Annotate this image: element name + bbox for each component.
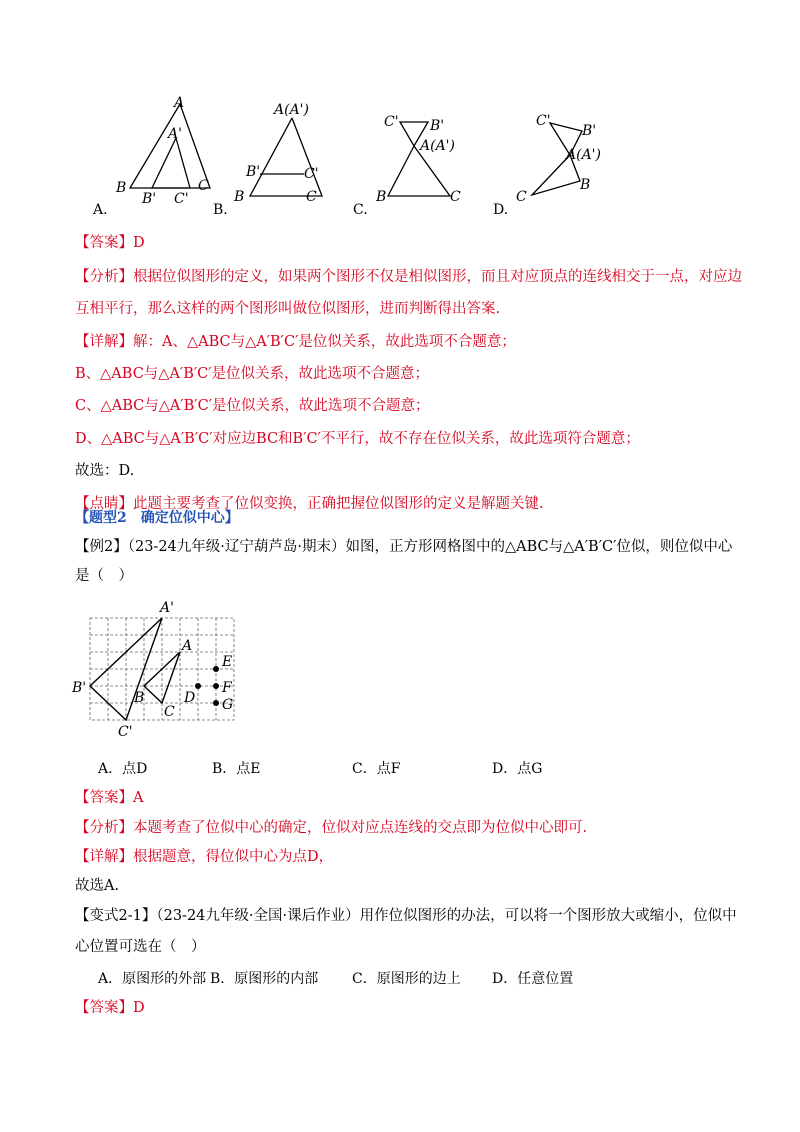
q3-option-d: D．任意位置 — [492, 971, 574, 987]
answer-tag: 【答案】 — [75, 790, 133, 806]
figure-option-a — [110, 92, 220, 207]
detail-line-1c: C、△ABC与△A′B′C′是位似关系，故此选项不合题意； — [75, 398, 430, 414]
label-b-prime: B' — [72, 680, 87, 696]
label-b-prime: B' — [142, 191, 157, 207]
q1-option-b-letter: B. — [213, 202, 228, 218]
q3-option-c: C．原图形的边上 — [352, 971, 461, 987]
comment-text: 此题主要考查了位似变换，正确把握位似图形的定义是解题关键. — [133, 496, 544, 512]
label-a-prime: A' — [160, 600, 174, 616]
q2-option-b: B．点E — [212, 761, 261, 777]
answer-line-2 — [75, 788, 143, 808]
answer-line-1 — [75, 233, 145, 253]
q3-stem-line-1: 【变式2-1】（23-24九年级·全国·课后作业）用作位似图形的办法，可以将一个图形放大或缩小，位似中 — [75, 908, 737, 924]
figure-option-b — [230, 100, 340, 210]
choose-line-1: 故选：D. — [75, 463, 135, 479]
detail-tag: 【详解】 — [75, 849, 133, 865]
label-b-prime: B' — [246, 164, 261, 180]
analysis-text: 本题考查了位似中心的确定，位似对应点连线的交点即为位似中心即可. — [133, 820, 588, 836]
label-b: B — [234, 189, 245, 205]
q2-stem-line-1: 【例2】（23-24九年级·辽宁葫芦岛·期末）如图，正方形网格图中的△ABC与△A′B′C′位似，则位似中心 — [75, 539, 733, 555]
analysis-line-1a — [75, 267, 742, 287]
q1-option-d-letter: D. — [493, 202, 509, 218]
label-a-prime: A' — [168, 126, 182, 142]
label-g: G — [222, 697, 234, 713]
figure-option-d — [510, 105, 630, 210]
q2-stem-line-2: 是（ ） — [75, 568, 133, 584]
detail-line-1b: B、△ABC与△A′B′C′是位似关系，故此选项不合题意； — [75, 366, 430, 382]
q3-stem-line-2: 心位置可选在（ ） — [75, 939, 206, 955]
label-c: C — [198, 178, 209, 194]
detail-line-1d: D、△ABC与△A′B′C′对应边BC和B′C′不平行，故不存在位似关系，故此选项符合题意； — [75, 431, 640, 447]
label-a-a-prime: A(A') — [566, 147, 601, 163]
analysis-tag: 【分析】 — [75, 820, 133, 836]
label-b: B — [134, 690, 145, 706]
label-c-prime: C' — [118, 724, 133, 740]
label-c: C — [164, 704, 175, 720]
label-c-prime: C' — [174, 191, 189, 207]
detail-text: 解：A、△ABC与△A′B′C′是位似关系，故此选项不合题意； — [133, 334, 516, 350]
label-c-prime: C' — [304, 166, 319, 182]
label-d: D — [184, 690, 196, 706]
q1-option-a-letter: A. — [93, 202, 108, 218]
detail-line-2 — [75, 847, 333, 867]
label-b-prime: B' — [582, 123, 597, 139]
label-b-prime: B' — [430, 118, 445, 134]
figure-option-c — [370, 108, 490, 208]
label-a-a-prime: A(A') — [274, 102, 309, 118]
label-f: F — [222, 680, 232, 696]
label-e: E — [222, 654, 233, 670]
q3-option-b: B．原图形的内部 — [210, 971, 319, 987]
answer-value: A — [133, 790, 144, 806]
choose-line-2: 故选A. — [75, 878, 120, 894]
label-a-a-prime: A(A') — [420, 138, 455, 154]
analysis-line-1b: 互相平行，那么这样的两个图形叫做位似图形，进而判断得出答案. — [75, 301, 501, 317]
answer-value: D — [133, 235, 145, 251]
detail-text: 根据题意，得位似中心为点D， — [133, 849, 334, 865]
answer-tag: 【答案】 — [75, 1000, 133, 1016]
analysis-text: 根据位似图形的定义，如果两个图形不仅是相似图形，而且对应顶点的连线相交于一点，对应边 — [133, 269, 742, 285]
detail-tag: 【详解】 — [75, 334, 133, 350]
label-c-prime: C' — [384, 114, 399, 130]
label-c: C — [306, 189, 317, 205]
q2-option-a: A．点D — [98, 761, 148, 777]
label-c: C — [516, 189, 527, 205]
comment-tag: 【点睛】 — [75, 496, 133, 512]
label-a: A — [174, 95, 185, 111]
label-a: A — [182, 638, 193, 654]
analysis-tag: 【分析】 — [75, 269, 133, 285]
section-title: 【题型2 确定位似中心】 — [75, 510, 239, 526]
q3-option-a: A．原图形的外部 — [98, 971, 207, 987]
q2-option-d: D．点G — [492, 761, 543, 777]
q1-option-c-letter: C. — [353, 202, 368, 218]
q2-option-c: C．点F — [352, 761, 401, 777]
answer-value: D — [133, 1000, 145, 1016]
analysis-line-2 — [75, 818, 587, 838]
answer-line-3 — [75, 998, 145, 1018]
similar-triangle-grid-figure — [70, 598, 250, 748]
label-b: B — [580, 177, 591, 193]
label-c: C — [450, 189, 461, 205]
label-c-prime: C' — [536, 113, 551, 129]
label-b: B — [376, 189, 387, 205]
detail-line-1a — [75, 332, 516, 352]
label-b: B — [116, 180, 127, 196]
answer-tag: 【答案】 — [75, 235, 133, 251]
